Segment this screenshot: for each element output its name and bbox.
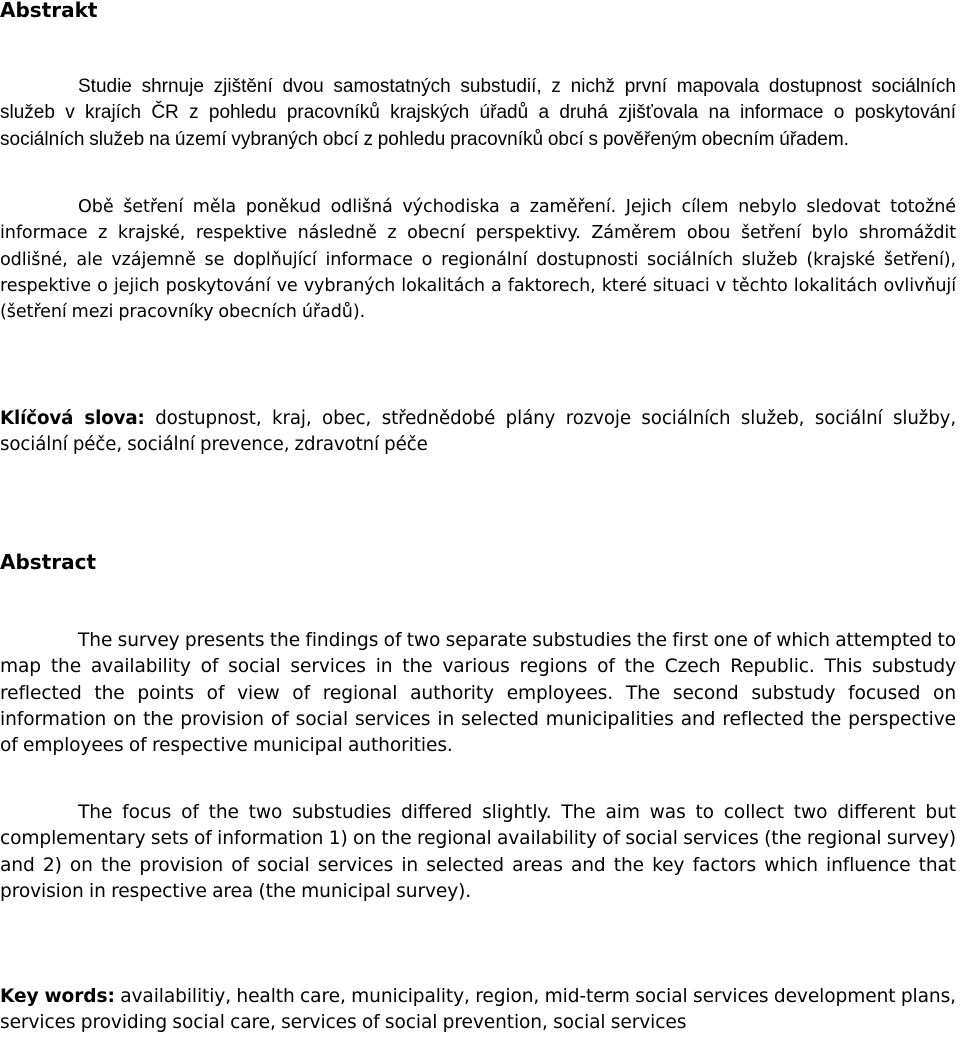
english-paragraph-1-text: The survey presents the findings of two separate substudies the first one of which attempted to map the availability of social services in the various regions of the Czech Republic. This substudy reflected the points of view of regional authority employees. The second substudy focused on information on the provision of social services in selected municipalities and reflected the perspective of employees of respective municipal authorities.	[0, 630, 956, 757]
english-keywords-text: availabilitiy, health care, municipality, region, mid-term social services development plans, services providing social care, services of social prevention, social services	[0, 986, 956, 1034]
czech-abstract-heading: Abstrakt	[0, 0, 98, 22]
english-keywords	[0, 984, 956, 1037]
czech-keywords	[0, 406, 956, 459]
czech-paragraph-1-text: Studie shrnuje zjištění dvou samostatných substudií, z nichž první mapovala dostupnost sociálních služeb v krajích ČR z pohledu pracovníků krajských úřadů a druhá zjišťovala na informace o poskytování sociálních služeb na území vybraných obcí z pohledu pracovníků obcí s pověřeným obecním úřadem.	[0, 76, 956, 150]
english-keywords-label: Key words:	[0, 986, 115, 1007]
english-paragraph-2-text: The focus of the two substudies differed slightly. The aim was to collect two different but complementary sets of information 1) on the regional availability of social services (the regional survey) and 2) on the provision of social services in selected areas and the key factors which influence that provision in respective area (the municipal survey).	[0, 802, 956, 902]
english-paragraph-2	[0, 800, 956, 905]
czech-paragraph-2	[0, 194, 956, 325]
english-paragraph-1	[0, 628, 956, 759]
english-abstract-heading: Abstract	[0, 550, 97, 574]
czech-paragraph-2-text: Jejich cílem nebylo sledovat totožné informace z krajské, respektive následně z obecní perspektivy. Záměrem obou šetření bylo shromáždit odlišné, ale vzájemně se doplňující informace o regionální dostupnosti sociálních služeb (krajské šetření), respektive o jejich poskytování ve vybraných lokalitách a faktorech, které situaci v těchto lokalitách ovlivňují (šetření mezi pracovníky obecních úřadů).	[0, 197, 956, 323]
czech-paragraph-1	[0, 74, 956, 153]
czech-keywords-label: Klíčová slova:	[0, 408, 145, 429]
czech-paragraph-2-lead: Obě šetření měla poněkud odlišná východiska a zaměření.	[78, 197, 617, 217]
czech-keywords-text: dostupnost, kraj, obec, střednědobé plány rozvoje sociálních služeb, sociální služby, sociální péče, sociální prevence, zdravotní péče	[0, 408, 957, 456]
